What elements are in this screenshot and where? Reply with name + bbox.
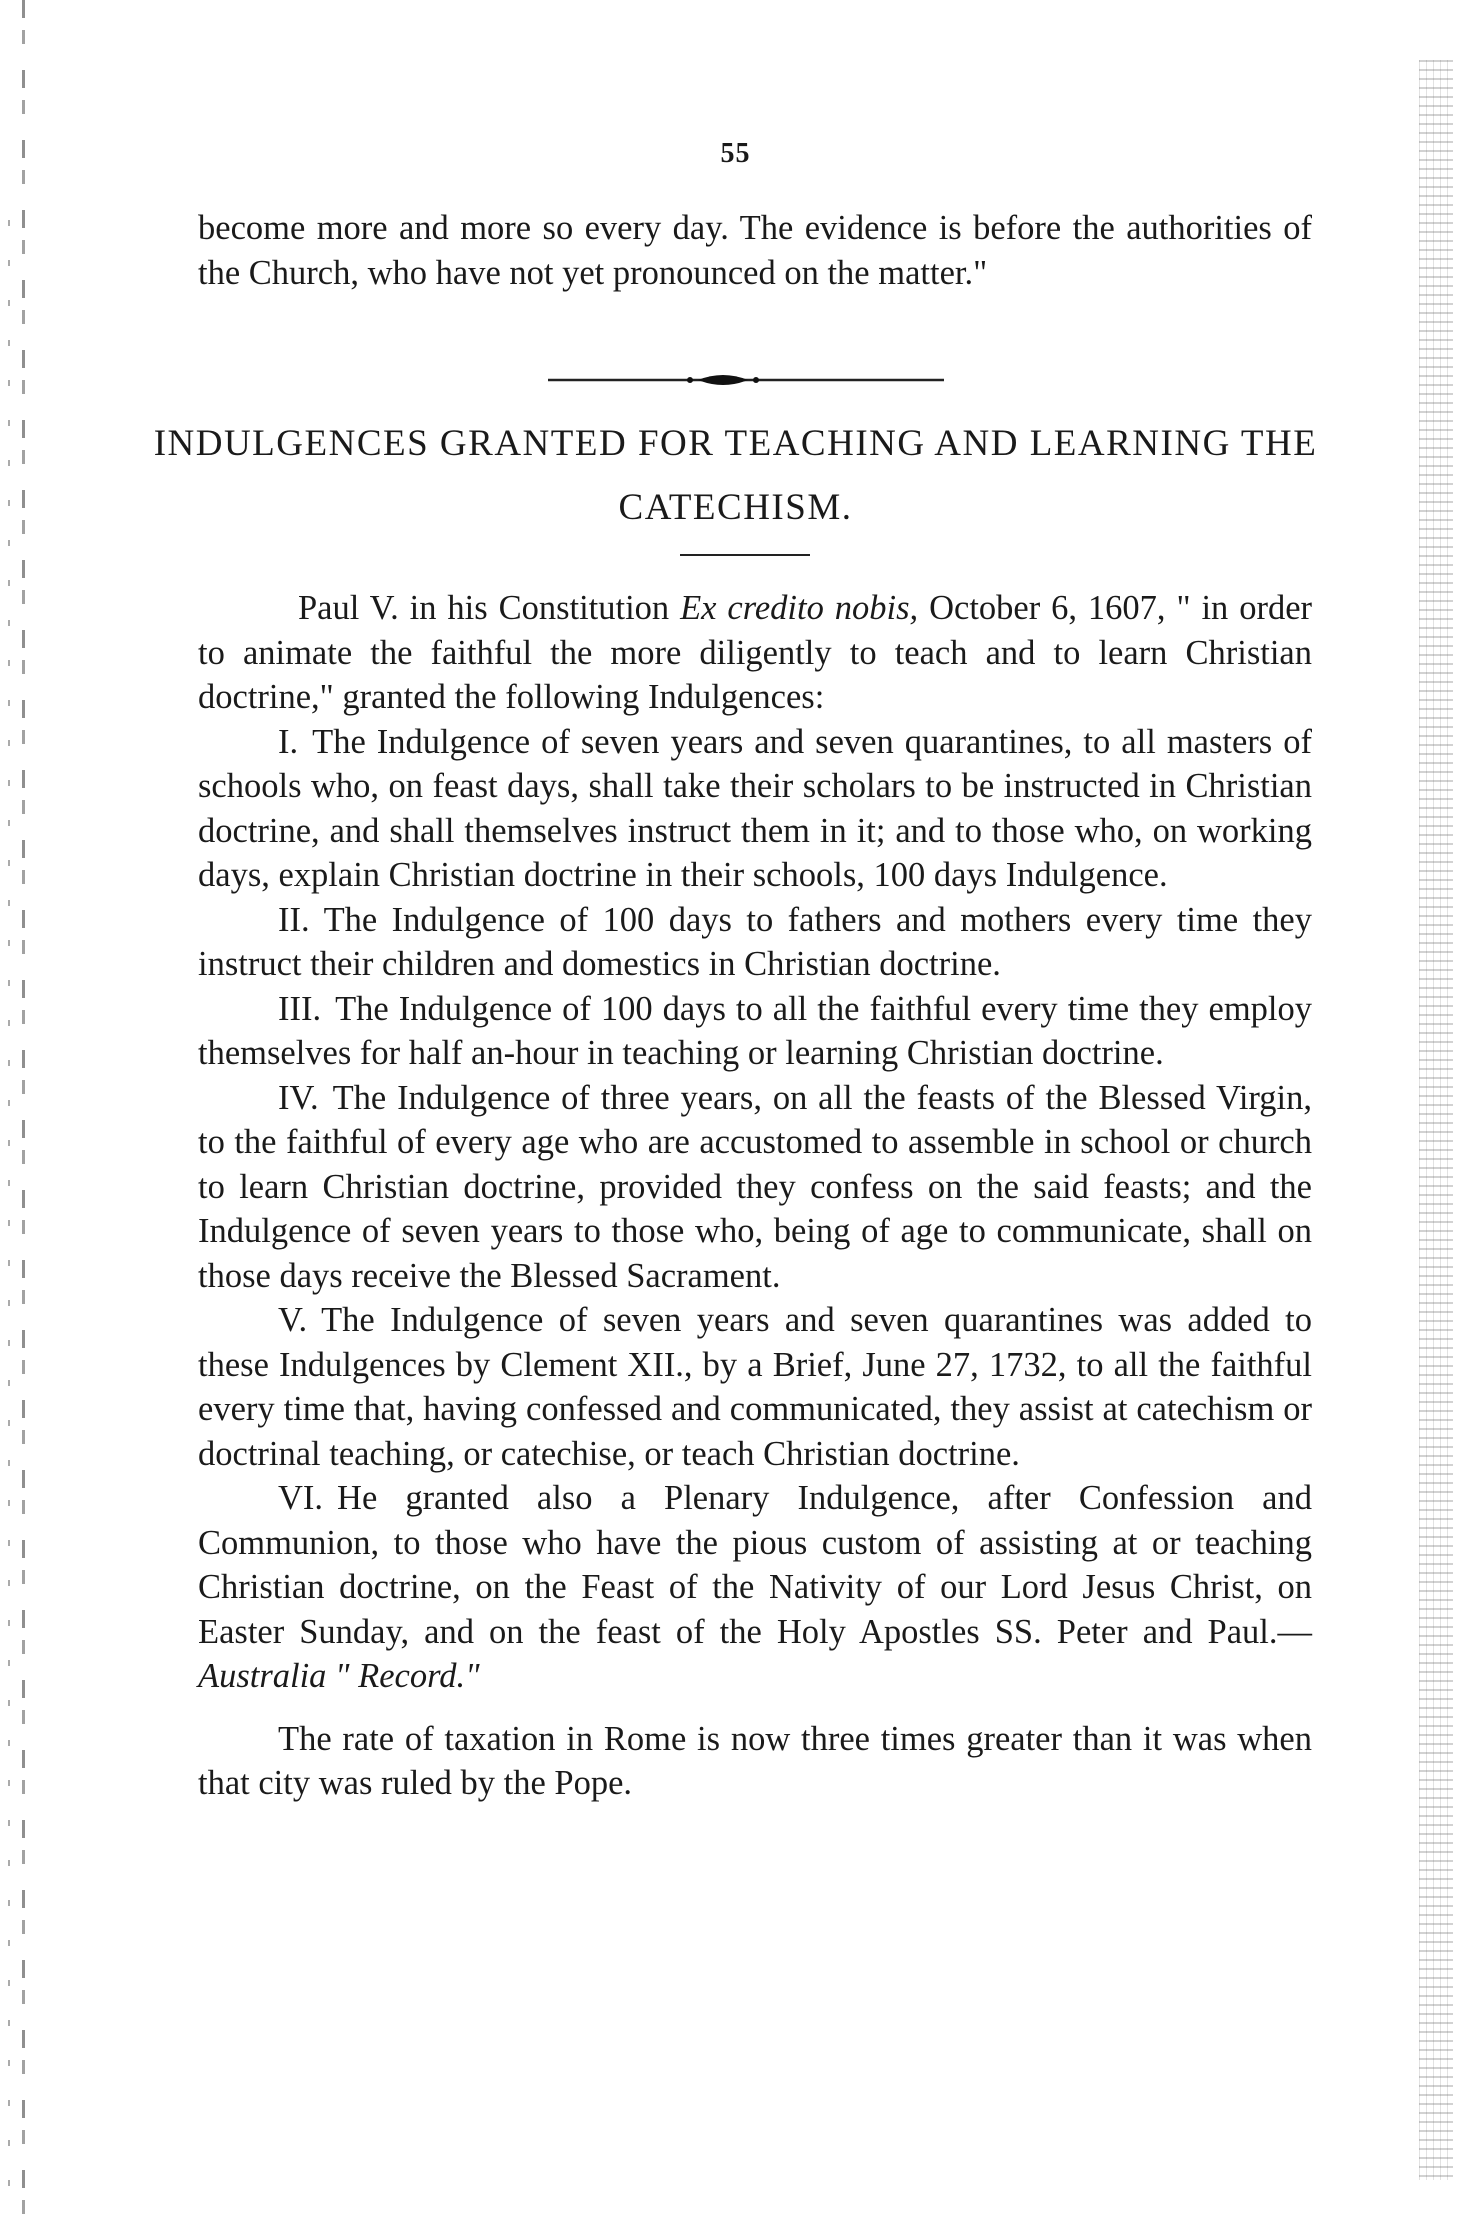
intro-text: become more and more so every day. The evidence is before the authorities of the Church, who have not yet pronounced on the matter." — [198, 209, 1312, 292]
list-item — [198, 1076, 1312, 1299]
list-item — [198, 898, 1312, 987]
intro-paragraph — [198, 206, 1312, 295]
item-text: The Indulgence of three years, on all the feasts of the Blessed Virgin, to the faithful of every age who are accustomed to assemble in school or church to learn Christian doctrine, provided they confess on the said feasts; and the Indulgence of seven years to those who, being of age to communicate, shall on those days receive the Blessed Sacrament. — [198, 1078, 1312, 1295]
item-numeral: III. — [278, 989, 322, 1028]
scan-edge-left — [22, 0, 25, 2221]
item-numeral: IV. — [278, 1078, 319, 1117]
list-item — [198, 1298, 1312, 1476]
item-text: The Indulgence of 100 days to fathers and mothers every time they instruct their children and domestics in Christian doctrine. — [198, 900, 1312, 983]
item-numeral: I. — [278, 722, 299, 761]
item-numeral: V. — [278, 1301, 308, 1339]
item-numeral: VI. — [278, 1479, 324, 1517]
scan-edge-right — [1419, 60, 1453, 2180]
heading-rule — [680, 554, 810, 556]
item-text: The Indulgence of 100 days to all the faithful every time they employ themselves for half an-hour in teaching or learning Christian doctrine. — [198, 989, 1312, 1072]
constitution-title: Ex credito nobis, — [680, 589, 919, 627]
source-citation: Australia " Record." — [198, 1657, 480, 1695]
list-item — [198, 720, 1312, 898]
opening-before: Paul V. in his Constitution — [298, 589, 681, 627]
list-item — [198, 1476, 1312, 1699]
item-numeral: II. — [278, 900, 310, 939]
closing-paragraph: The rate of taxation in Rome is now three times greater than it was when that city was ruled by the Pope. — [198, 1719, 1312, 1802]
page-number: 55 — [720, 138, 751, 169]
item-text: The Indulgence of seven years and seven quarantines, to all masters of schools who, on feast days, shall take their scholars to be instructed in Christian doctrine, and shall themselves instruct them in it; and to those who, on working days, explain Christian doctrine in their schools, 100 days Indulgence. — [198, 722, 1312, 894]
scan-edge-left-marks — [8, 220, 10, 2200]
item-text: The Indulgence of seven years and seven quarantines was added to these Indulgences by Clement XII., by a Brief, June 27, 1732, to all the faithful every time that, having confessed and communicated, they assist at catechism or doctrinal teaching, or catechise, or teach Christian doctrine. — [198, 1301, 1312, 1473]
list-item — [198, 987, 1312, 1076]
divider-ornament — [548, 370, 944, 390]
item-text: He granted also a Plenary Indulgence, after Confession and Communion, to those who have the pious custom of assisting at or teaching Christian doctrine, on the Feast of the Nativity of our Lord Jesus Christ, on Easter Sunday, and on the feast of the Holy Apostles SS. Peter and Paul.— — [198, 1479, 1312, 1651]
opening-paragraph — [198, 586, 1312, 720]
article-body — [198, 586, 1312, 1806]
opening-after: October 6, 1607, " in order to animate the faithful the more diligently to teach and to learn Christian doctrine," granted the following Indulgences: — [198, 589, 1313, 716]
section-heading: INDULGENCES GRANTED FOR TEACHING AND LEARNING THE CATECHISM. — [153, 423, 1318, 528]
